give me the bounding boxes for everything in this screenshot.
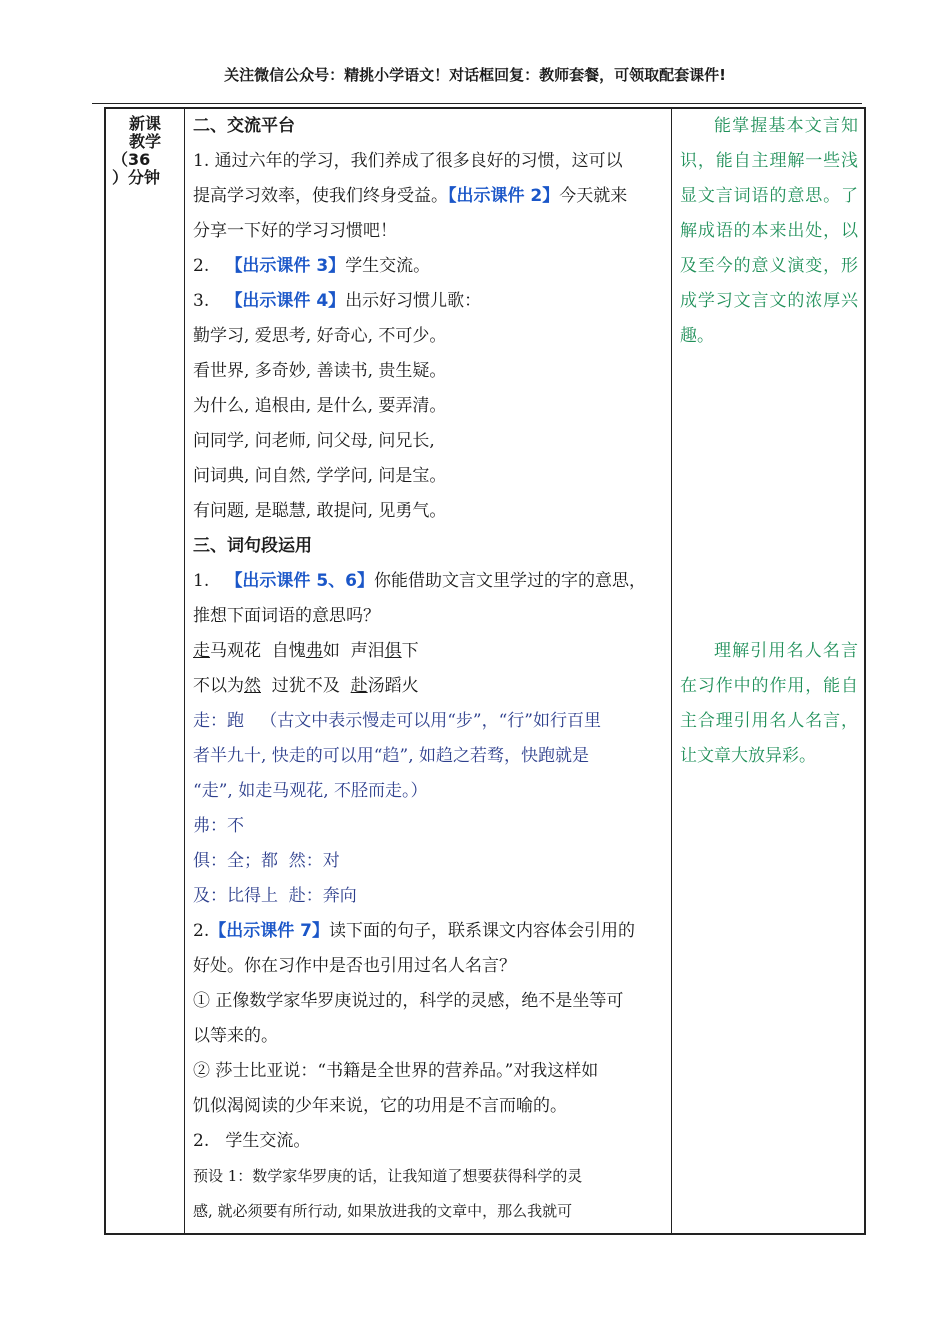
item-3-line: 3. 【出示课件 4】出示好习惯儿歌： [193, 291, 482, 311]
lesson-content [185, 109, 671, 1229]
idiom-line: 走马观花 自愧弗如 声泪俱下 [193, 641, 419, 661]
item-2-line: 2. 【出示课件 3】学生交流。 [193, 256, 431, 276]
explanation-line: 俱：全；都 然：对 [193, 851, 340, 871]
goals-cell [672, 108, 866, 1234]
sentence-line: ① 正像数学家华罗庚说过的，科学的灵感，绝不是坐等可 [193, 991, 624, 1011]
page-header: 关注微信公众号：精挑小学语文！对话框回复：教师套餐，可领取配套课件! [224, 66, 726, 84]
goal-1: 能掌握基本文言知识，能自主理解一些浅显文言词语的意思。了解成语的本来出处，以及至今的意义演变，形成学习文言文的浓厚兴趣。 [680, 116, 858, 346]
explanation-line: 者半九十, 快走的可以用“趋”, 如趋之若骛，快跑就是 [193, 746, 589, 766]
poem-line: 问同学, 问老师, 问父母, 问兄长, [193, 431, 435, 451]
explanation-line: 及：比得上 赴：奔向 [193, 886, 357, 906]
sentence-line: 以等来的。 [193, 1026, 278, 1046]
item-1-line: 提高学习效率，使我们终身受益。【出示课件 2】今天就来 [193, 186, 628, 206]
item-1-line: 分享一下好的学习习惯吧！ [193, 221, 397, 241]
preset-line: 感, 就必须要有所行动, 如果放进我的文章中，那么我就可 [193, 1202, 573, 1220]
explanation-line: 走：跑 （古文中表示慢走可以用“步”，“行”如行百里 [193, 711, 601, 731]
content-cell [185, 108, 672, 1234]
idiom-line: 不以为然 过犹不及 赴汤蹈火 [193, 676, 419, 696]
item-1-line: 1. 通过六年的学习，我们养成了很多良好的习惯，这可以 [193, 151, 623, 171]
lesson-table [104, 107, 866, 1235]
question-1-line: 1. 【出示课件 5、6】你能借助文言文里学过的字的意思， [193, 571, 647, 591]
exchange-line: 2. 学生交流。 [193, 1131, 311, 1151]
courseware-ref: 【出示课件 3】 [225, 256, 346, 276]
question-1-line: 推想下面词语的意思吗？ [193, 606, 380, 626]
poem-line: 有问题, 是聪慧, 敢提问, 见勇气。 [193, 501, 447, 521]
poem-line: 勤学习, 爱思考, 好奇心, 不可少。 [193, 326, 447, 346]
explanation-line: “走”, 如走马观花, 不胫而走。） [193, 781, 428, 801]
sentence-line: 饥似渴阅读的少年来说，它的功用是不言而喻的。 [193, 1096, 567, 1116]
header-rule [92, 103, 862, 104]
preset-line: 预设 1：数学家华罗庚的话，让我知道了想要获得科学的灵 [193, 1167, 583, 1185]
question-2-line: 2.【出示课件 7】读下面的句子，联系课文内容体会引用的 [193, 921, 635, 941]
question-2-line: 好处。你在习作中是否也引用过名人名言？ [193, 956, 516, 976]
poem-line: 看世界, 多奇妙, 善读书, 贵生疑。 [193, 361, 447, 381]
explanation-line: 弗：不 [193, 816, 244, 836]
courseware-ref: 【出示课件 7】 [209, 921, 329, 941]
sentence-line: ② 莎士比亚说：“书籍是全世界的营养品。”对我这样如 [193, 1061, 599, 1081]
section-cell [105, 108, 185, 1234]
poem-line: 问词典, 问自然, 学学问, 问是宝。 [193, 466, 447, 486]
section-label: 新课 教学 （36 ）分钟 [112, 114, 161, 187]
courseware-ref: 【出示课件 2】 [448, 186, 560, 206]
section-heading-exchange: 二、交流平台 [193, 116, 295, 136]
section-heading-usage: 三、词句段运用 [193, 536, 312, 556]
courseware-ref: 【出示课件 4】 [225, 291, 346, 311]
courseware-ref: 【出示课件 5、6】 [225, 571, 375, 591]
poem-line: 为什么, 追根由, 是什么, 要弄清。 [193, 396, 447, 416]
goal-2: 理解引用名人名言在习作中的作用，能自主合理引用名人名言，让文章大放异彩。 [680, 641, 858, 766]
